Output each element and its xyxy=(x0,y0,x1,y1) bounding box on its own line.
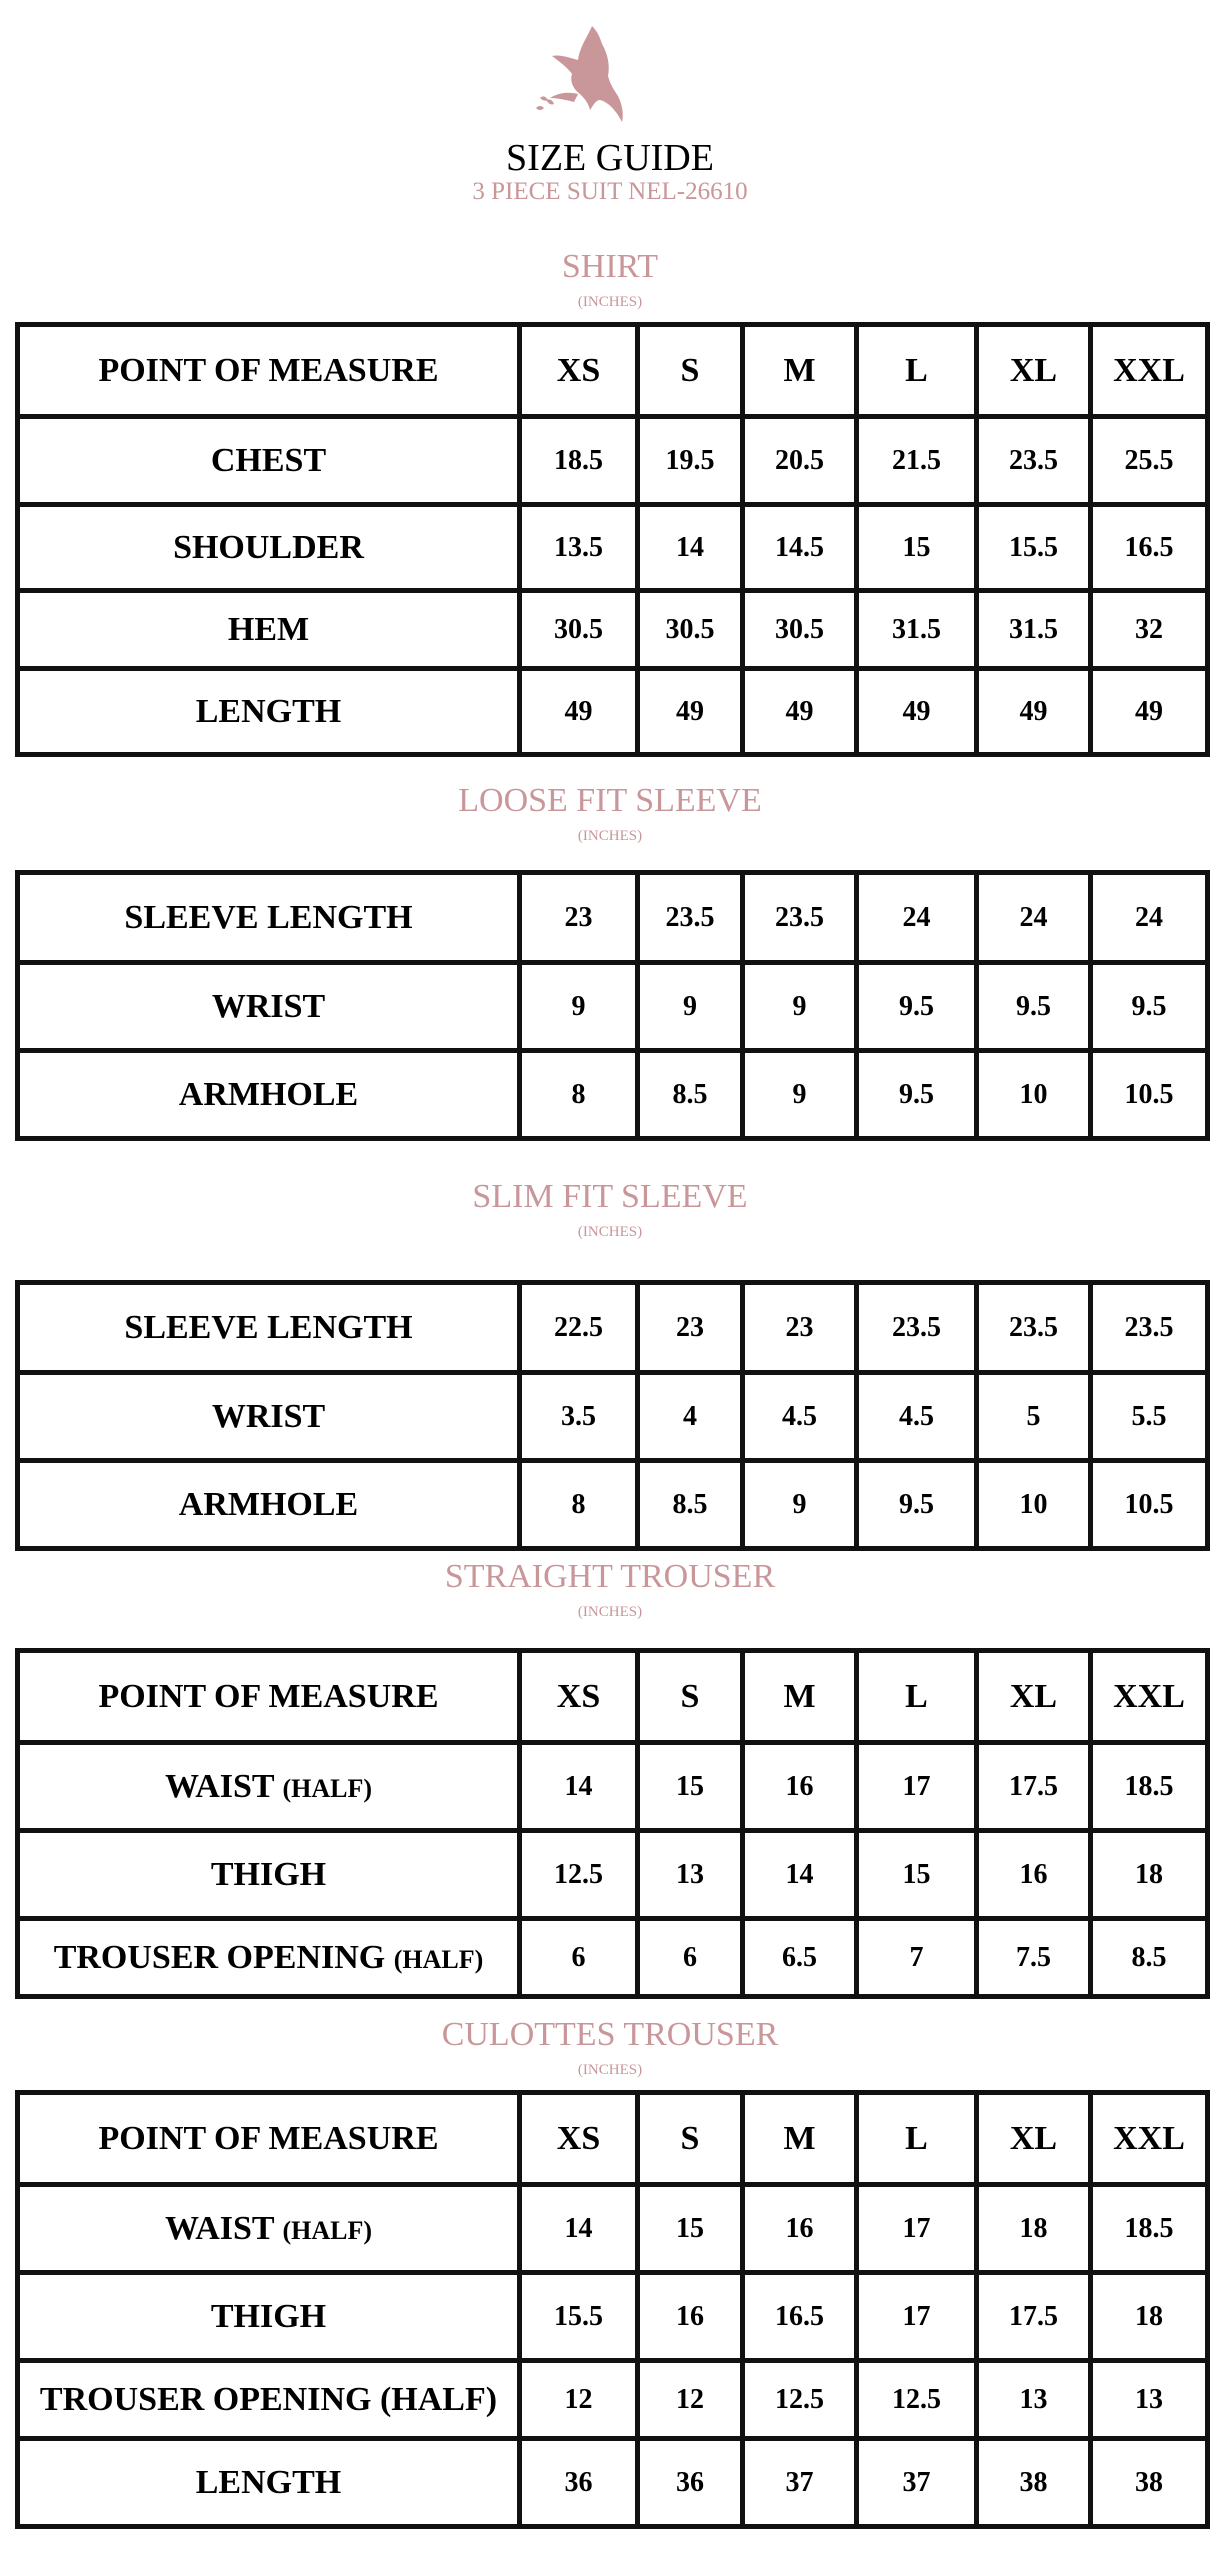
cell-value: 10 xyxy=(977,1051,1091,1139)
row-label: CHEST xyxy=(18,417,520,505)
cell-value: 9.5 xyxy=(857,1461,977,1549)
header-cell: L xyxy=(857,2093,977,2185)
cell-value: 13 xyxy=(1091,2361,1208,2439)
cell-value: 23 xyxy=(638,1283,743,1373)
table-row xyxy=(18,417,1208,505)
row-label: ARMHOLE xyxy=(18,1051,520,1139)
row-label: ARMHOLE xyxy=(18,1461,520,1549)
table-slim-fit-sleeve xyxy=(15,1280,1210,1551)
cell-value: 25.5 xyxy=(1091,417,1208,505)
cell-value: 8.5 xyxy=(638,1461,743,1549)
row-label xyxy=(18,1919,520,1997)
row-label xyxy=(18,2185,520,2273)
cell-value: 18.5 xyxy=(1091,1743,1208,1831)
cell-value: 14 xyxy=(743,1831,857,1919)
section-unit-culottes-trouser: (INCHES) xyxy=(577,2062,643,2078)
table-straight-trouser xyxy=(15,1648,1210,1999)
cell-value: 31.5 xyxy=(977,591,1091,669)
section-unit-slim-fit-sleeve: (INCHES) xyxy=(577,1224,643,1240)
cell-value: 16.5 xyxy=(743,2273,857,2361)
cell-value: 19.5 xyxy=(638,417,743,505)
row-label: THIGH xyxy=(18,2273,520,2361)
cell-value: 9.5 xyxy=(977,963,1091,1051)
header-cell: M xyxy=(743,325,857,417)
cell-value: 15 xyxy=(638,2185,743,2273)
cell-value: 8.5 xyxy=(638,1051,743,1139)
cell-value: 7.5 xyxy=(977,1919,1091,1997)
table-row xyxy=(18,1831,1208,1919)
header-cell: XXL xyxy=(1091,2093,1208,2185)
cell-value: 17 xyxy=(857,1743,977,1831)
header-cell: XS xyxy=(520,325,638,417)
header-cell: XS xyxy=(520,2093,638,2185)
cell-value: 14 xyxy=(520,2185,638,2273)
cell-value: 30.5 xyxy=(743,591,857,669)
cell-value: 23.5 xyxy=(857,1283,977,1373)
row-label-suffix: (HALF) xyxy=(282,2215,373,2245)
cell-value: 10.5 xyxy=(1091,1051,1208,1139)
table-row xyxy=(18,1051,1208,1139)
cell-value: 4.5 xyxy=(743,1373,857,1461)
header-cell: POINT OF MEASURE xyxy=(18,1651,520,1743)
cell-value: 12 xyxy=(520,2361,638,2439)
cell-value: 8.5 xyxy=(1091,1919,1208,1997)
row-label xyxy=(18,1743,520,1831)
table-header-row xyxy=(18,1651,1208,1743)
cell-value: 12.5 xyxy=(743,2361,857,2439)
cell-value: 38 xyxy=(977,2439,1091,2527)
cell-value: 15 xyxy=(857,505,977,591)
cell-value: 13.5 xyxy=(520,505,638,591)
table-culottes-trouser xyxy=(15,2090,1210,2529)
cell-value: 18 xyxy=(977,2185,1091,2273)
cell-value: 7 xyxy=(857,1919,977,1997)
table-loose-fit-sleeve xyxy=(15,870,1210,1141)
cell-value: 23.5 xyxy=(743,873,857,963)
cell-value: 17 xyxy=(857,2185,977,2273)
row-label: SLEEVE LENGTH xyxy=(18,1283,520,1373)
cell-value: 49 xyxy=(638,669,743,755)
row-label: LENGTH xyxy=(18,669,520,755)
cell-value: 16 xyxy=(638,2273,743,2361)
header-cell: L xyxy=(857,325,977,417)
cell-value: 6 xyxy=(638,1919,743,1997)
cell-value: 23 xyxy=(520,873,638,963)
section-title-shirt: SHIRT xyxy=(561,248,659,285)
row-label-text: WAIST xyxy=(164,2209,274,2247)
cell-value: 4 xyxy=(638,1373,743,1461)
cell-value: 14 xyxy=(638,505,743,591)
cell-value: 30.5 xyxy=(520,591,638,669)
cell-value: 17.5 xyxy=(977,1743,1091,1831)
cell-value: 49 xyxy=(743,669,857,755)
page-subtitle: 3 PIECE SUIT NEL-26610 xyxy=(472,178,748,205)
section-unit-loose-fit-sleeve: (INCHES) xyxy=(577,828,643,844)
table-row xyxy=(18,1283,1208,1373)
table-row xyxy=(18,505,1208,591)
cell-value: 3.5 xyxy=(520,1373,638,1461)
cell-value: 4.5 xyxy=(857,1373,977,1461)
table-row xyxy=(18,1461,1208,1549)
header-cell: S xyxy=(638,1651,743,1743)
table-header-row xyxy=(18,325,1208,417)
cell-value: 5 xyxy=(977,1373,1091,1461)
cell-value: 23.5 xyxy=(638,873,743,963)
table-row xyxy=(18,2439,1208,2527)
cell-value: 20.5 xyxy=(743,417,857,505)
cell-value: 37 xyxy=(857,2439,977,2527)
table-row xyxy=(18,1743,1208,1831)
table-row xyxy=(18,1919,1208,1997)
row-label: WRIST xyxy=(18,1373,520,1461)
cell-value: 10 xyxy=(977,1461,1091,1549)
cell-value: 12.5 xyxy=(857,2361,977,2439)
cell-value: 9 xyxy=(743,1461,857,1549)
cell-value: 9 xyxy=(743,963,857,1051)
cell-value: 22.5 xyxy=(520,1283,638,1373)
cell-value: 15.5 xyxy=(977,505,1091,591)
header-cell: S xyxy=(638,325,743,417)
cell-value: 9 xyxy=(520,963,638,1051)
table-row xyxy=(18,669,1208,755)
cell-value: 24 xyxy=(857,873,977,963)
header-cell: XS xyxy=(520,1651,638,1743)
cell-value: 15.5 xyxy=(520,2273,638,2361)
cell-value: 18 xyxy=(1091,2273,1208,2361)
cell-value: 5.5 xyxy=(1091,1373,1208,1461)
cell-value: 9.5 xyxy=(1091,963,1208,1051)
header-cell: XXL xyxy=(1091,1651,1208,1743)
cell-value: 24 xyxy=(1091,873,1208,963)
table-row xyxy=(18,1373,1208,1461)
cell-value: 23 xyxy=(743,1283,857,1373)
cell-value: 32 xyxy=(1091,591,1208,669)
header-cell: M xyxy=(743,2093,857,2185)
cell-value: 49 xyxy=(977,669,1091,755)
cell-value: 38 xyxy=(1091,2439,1208,2527)
header-cell: XL xyxy=(977,1651,1091,1743)
table-row xyxy=(18,2361,1208,2439)
cell-value: 17 xyxy=(857,2273,977,2361)
header-cell: L xyxy=(857,1651,977,1743)
cell-value: 9.5 xyxy=(857,1051,977,1139)
cell-value: 12.5 xyxy=(520,1831,638,1919)
cell-value: 21.5 xyxy=(857,417,977,505)
row-label: HEM xyxy=(18,591,520,669)
cell-value: 8 xyxy=(520,1461,638,1549)
cell-value: 12 xyxy=(638,2361,743,2439)
cell-value: 6.5 xyxy=(743,1919,857,1997)
cell-value: 30.5 xyxy=(638,591,743,669)
table-row xyxy=(18,963,1208,1051)
section-title-culottes-trouser: CULOTTES TROUSER xyxy=(441,2016,779,2053)
section-unit-shirt: (INCHES) xyxy=(577,294,643,310)
row-label: WRIST xyxy=(18,963,520,1051)
header-cell: POINT OF MEASURE xyxy=(18,325,520,417)
header-cell: POINT OF MEASURE xyxy=(18,2093,520,2185)
cell-value: 24 xyxy=(977,873,1091,963)
table-row xyxy=(18,591,1208,669)
cell-value: 9 xyxy=(638,963,743,1051)
header-cell: XXL xyxy=(1091,325,1208,417)
row-label: SHOULDER xyxy=(18,505,520,591)
cell-value: 10.5 xyxy=(1091,1461,1208,1549)
cell-value: 14 xyxy=(520,1743,638,1831)
cell-value: 9 xyxy=(743,1051,857,1139)
page-title: SIZE GUIDE xyxy=(506,137,714,179)
row-label: THIGH xyxy=(18,1831,520,1919)
row-label-suffix: (HALF) xyxy=(393,1944,484,1974)
cell-value: 8 xyxy=(520,1051,638,1139)
cell-value: 17.5 xyxy=(977,2273,1091,2361)
cell-value: 49 xyxy=(1091,669,1208,755)
cell-value: 15 xyxy=(638,1743,743,1831)
section-title-straight-trouser: STRAIGHT TROUSER xyxy=(444,1558,776,1595)
header-cell: XL xyxy=(977,2093,1091,2185)
header-cell: M xyxy=(743,1651,857,1743)
cell-value: 18.5 xyxy=(520,417,638,505)
cell-value: 23.5 xyxy=(977,1283,1091,1373)
cell-value: 16 xyxy=(977,1831,1091,1919)
section-unit-straight-trouser: (INCHES) xyxy=(577,1604,643,1620)
row-label: TROUSER OPENING (HALF) xyxy=(18,2361,520,2439)
cell-value: 49 xyxy=(520,669,638,755)
section-title-loose-fit-sleeve: LOOSE FIT SLEEVE xyxy=(458,782,762,819)
cell-value: 15 xyxy=(857,1831,977,1919)
cell-value: 16.5 xyxy=(1091,505,1208,591)
cell-value: 49 xyxy=(857,669,977,755)
cell-value: 16 xyxy=(743,1743,857,1831)
table-shirt xyxy=(15,322,1210,757)
row-label: LENGTH xyxy=(18,2439,520,2527)
header-cell: XL xyxy=(977,325,1091,417)
cell-value: 31.5 xyxy=(857,591,977,669)
cell-value: 14.5 xyxy=(743,505,857,591)
cell-value: 37 xyxy=(743,2439,857,2527)
cell-value: 18 xyxy=(1091,1831,1208,1919)
cell-value: 23.5 xyxy=(1091,1283,1208,1373)
cell-value: 18.5 xyxy=(1091,2185,1208,2273)
cell-value: 6 xyxy=(520,1919,638,1997)
section-title-slim-fit-sleeve: SLIM FIT SLEEVE xyxy=(472,1178,748,1215)
row-label: SLEEVE LENGTH xyxy=(18,873,520,963)
table-row xyxy=(18,2185,1208,2273)
cell-value: 23.5 xyxy=(977,417,1091,505)
cell-value: 13 xyxy=(977,2361,1091,2439)
cell-value: 9.5 xyxy=(857,963,977,1051)
row-label-text: WAIST xyxy=(164,1767,274,1805)
header-cell: S xyxy=(638,2093,743,2185)
table-header-row xyxy=(18,2093,1208,2185)
row-label-suffix: (HALF) xyxy=(282,1773,373,1803)
table-row xyxy=(18,2273,1208,2361)
cell-value: 16 xyxy=(743,2185,857,2273)
row-label-text: TROUSER OPENING xyxy=(53,1938,386,1976)
cell-value: 36 xyxy=(520,2439,638,2527)
cell-value: 13 xyxy=(638,1831,743,1919)
cell-value: 36 xyxy=(638,2439,743,2527)
table-row xyxy=(18,873,1208,963)
dove-icon xyxy=(530,18,650,138)
